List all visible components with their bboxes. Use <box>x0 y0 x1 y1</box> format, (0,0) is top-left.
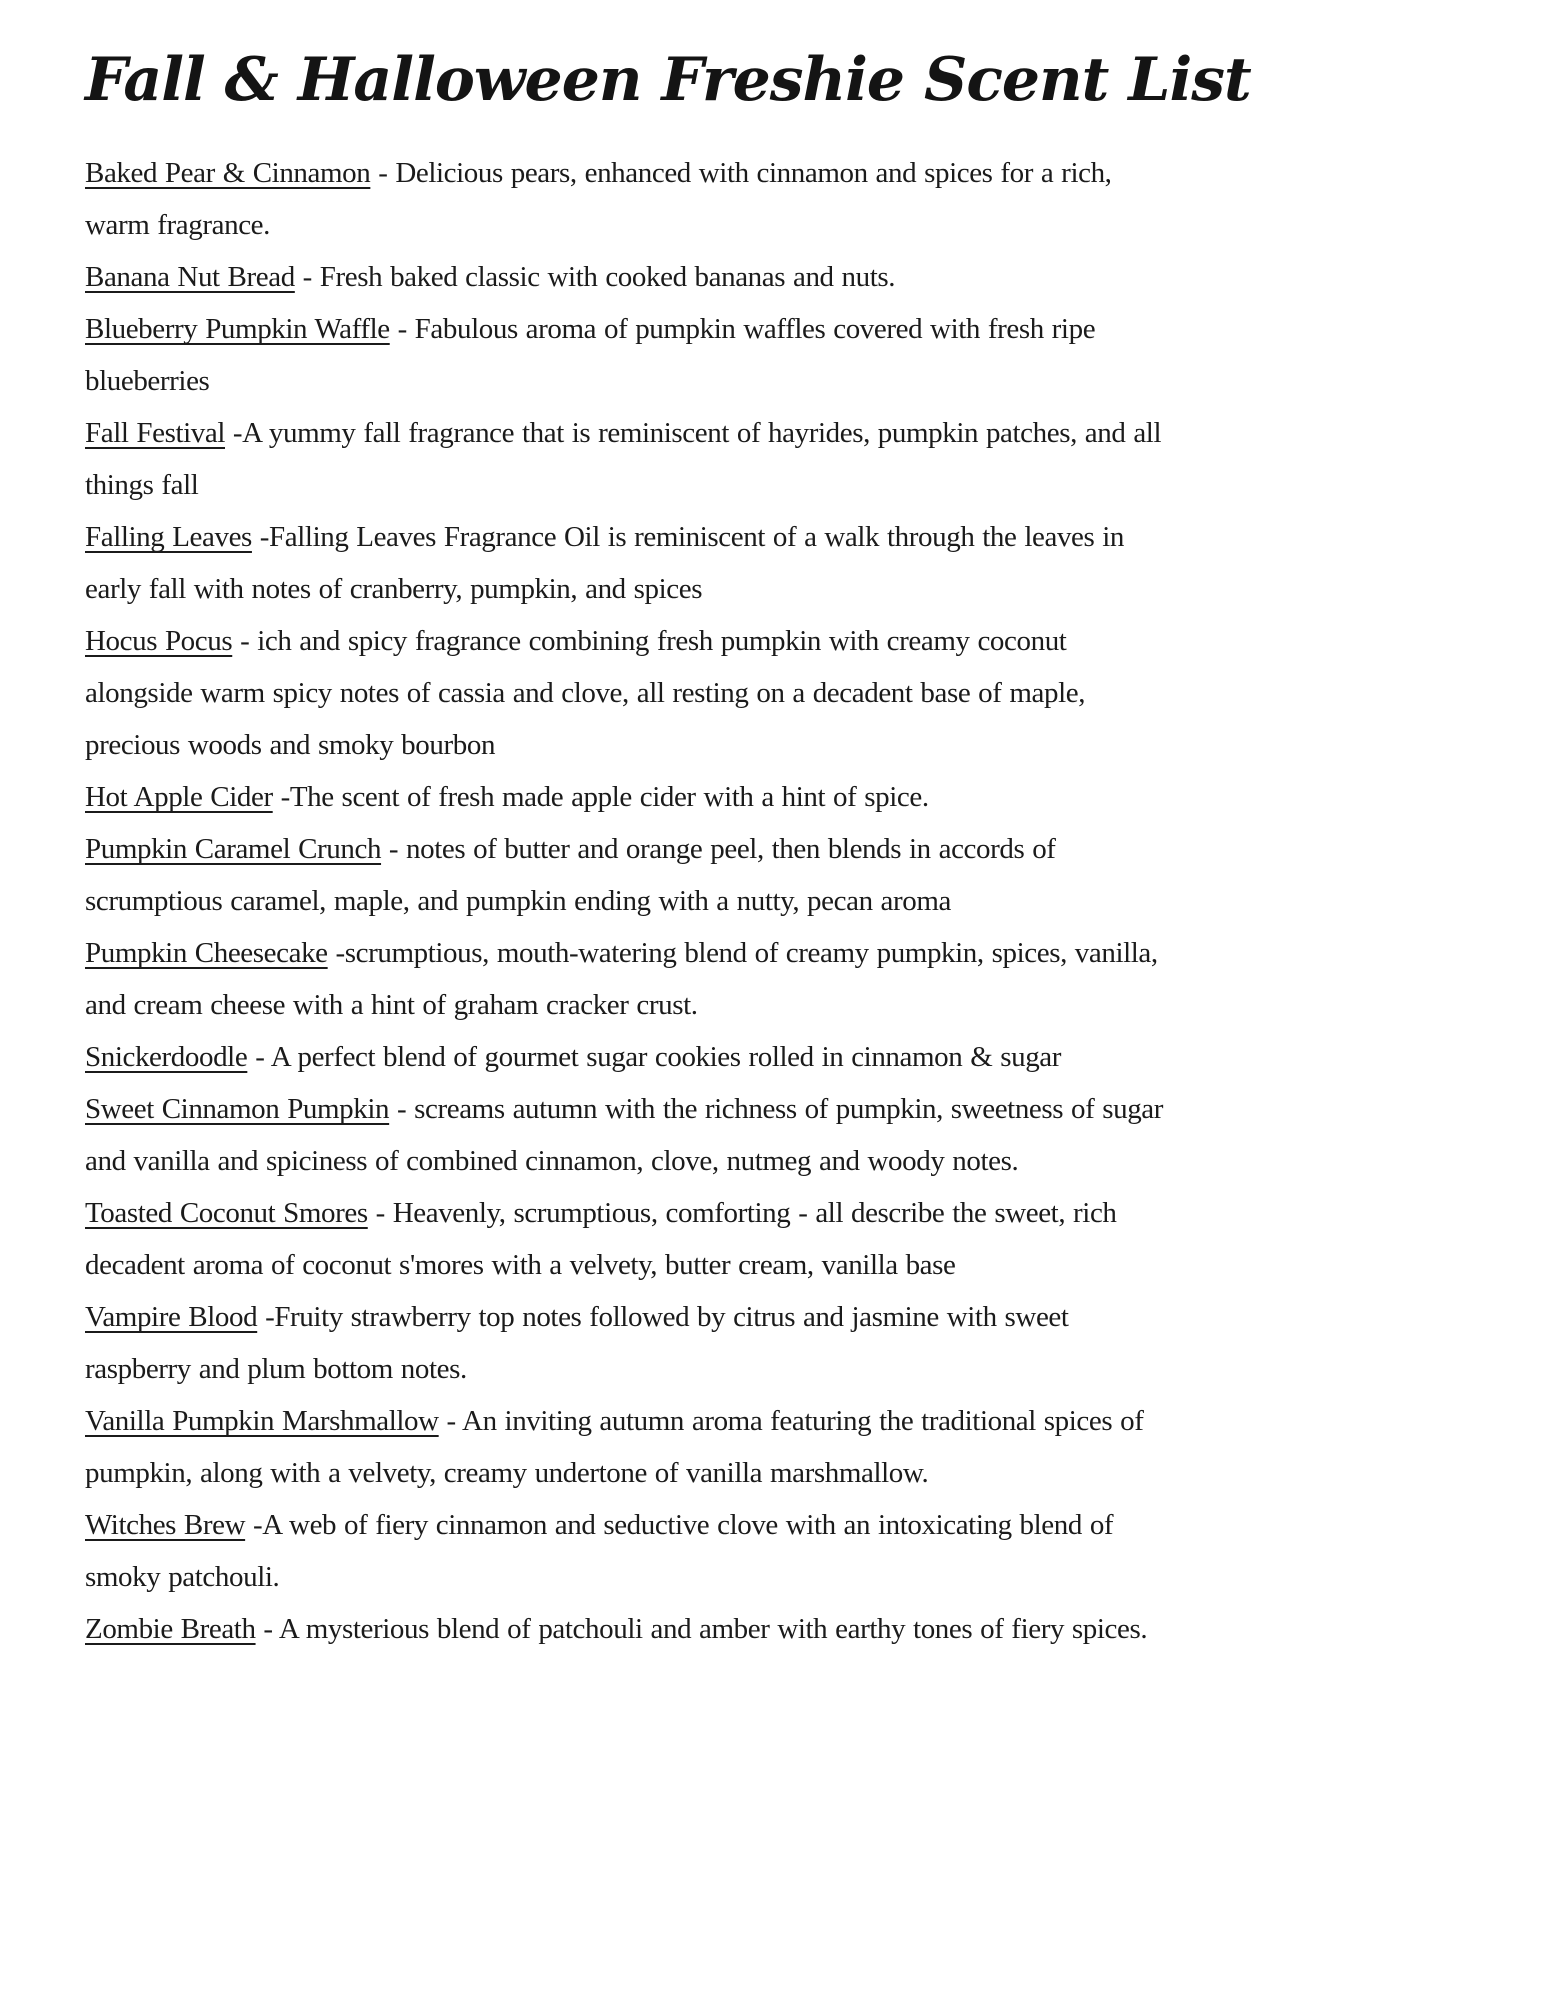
scent-description: - Heavenly, scrumptious, comforting - all describe the sweet, rich decadent aroma of coconut s'mores with a velvety, butter cream, vanilla base <box>85 1197 1117 1281</box>
scent-description: - An inviting autumn aroma featuring the traditional spices of pumpkin, along with a velvety, creamy undertone of vanilla marshmallow. <box>85 1405 1144 1489</box>
scent-name: Hot Apple Cider <box>85 781 273 813</box>
scent-entry <box>85 303 1180 407</box>
scent-entry <box>85 771 1180 823</box>
scent-description: -A web of fiery cinnamon and seductive clove with an intoxicating blend of smoky patchouli. <box>85 1509 1114 1593</box>
scent-entry <box>85 1187 1180 1291</box>
scent-name: Witches Brew <box>85 1509 246 1541</box>
scent-description: - Delicious pears, enhanced with cinnamon and spices for a rich, warm fragrance. <box>85 157 1112 241</box>
scent-name: Vampire Blood <box>85 1301 258 1333</box>
scent-description: - A perfect blend of gourmet sugar cookies rolled in cinnamon & sugar <box>255 1041 1062 1073</box>
scent-description: - notes of butter and orange peel, then blends in accords of scrumptious caramel, maple, and pumpkin ending with a nutty, pecan aroma <box>85 833 1056 917</box>
scent-entry <box>85 927 1180 1031</box>
scent-entry <box>85 511 1180 615</box>
scent-description: - Fresh baked classic with cooked bananas and nuts. <box>302 261 896 293</box>
scent-entry <box>85 615 1180 771</box>
scent-name: Falling Leaves <box>85 521 252 553</box>
scent-description: -The scent of fresh made apple cider with a hint of spice. <box>280 781 929 813</box>
scent-entry <box>85 1291 1180 1395</box>
scent-name: Pumpkin Caramel Crunch <box>85 833 382 865</box>
scent-entry <box>85 1395 1180 1499</box>
scent-name: Sweet Cinnamon Pumpkin <box>85 1093 390 1125</box>
scent-entry <box>85 251 1180 303</box>
scent-name: Zombie Breath <box>85 1613 256 1645</box>
scent-entry <box>85 1031 1180 1083</box>
scent-name: Pumpkin Cheesecake <box>85 937 328 969</box>
scent-entry <box>85 1603 1180 1655</box>
scent-name: Toasted Coconut Smores <box>85 1197 368 1229</box>
scent-description: -scrumptious, mouth-watering blend of creamy pumpkin, spices, vanilla, and cream cheese with a hint of graham cracker crust. <box>85 937 1158 1021</box>
scent-list <box>85 147 1180 1655</box>
scent-description: - ich and spicy fragrance combining fresh pumpkin with creamy coconut alongside warm spicy notes of cassia and clove, all resting on a decadent base of maple, precious woods and smoky bourbon <box>85 625 1086 761</box>
scent-description: -Falling Leaves Fragrance Oil is reminiscent of a walk through the leaves in early fall with notes of cranberry, pumpkin, and spices <box>85 521 1125 605</box>
scent-name: Snickerdoodle <box>85 1041 248 1073</box>
scent-description: -Fruity strawberry top notes followed by citrus and jasmine with sweet raspberry and plum bottom notes. <box>85 1301 1069 1385</box>
scent-entry <box>85 1499 1180 1603</box>
scent-description: -A yummy fall fragrance that is reminiscent of hayrides, pumpkin patches, and all things fall <box>85 417 1162 501</box>
scent-description: - A mysterious blend of patchouli and amber with earthy tones of fiery spices. <box>263 1613 1148 1645</box>
scent-name: Banana Nut Bread <box>85 261 295 293</box>
scent-name: Vanilla Pumpkin Marshmallow <box>85 1405 439 1437</box>
scent-name: Fall Festival <box>85 417 225 449</box>
scent-description: - screams autumn with the richness of pumpkin, sweetness of sugar and vanilla and spiciness of combined cinnamon, clove, nutmeg and woody notes. <box>85 1093 1164 1177</box>
scent-name: Hocus Pocus <box>85 625 233 657</box>
page-title: Fall & Halloween Freshie Scent List <box>85 45 1251 115</box>
scent-entry <box>85 823 1180 927</box>
scent-name: Blueberry Pumpkin Waffle <box>85 313 390 345</box>
scent-description: - Fabulous aroma of pumpkin waffles covered with fresh ripe blueberries <box>85 313 1096 397</box>
scent-entry <box>85 407 1180 511</box>
scent-entry <box>85 147 1180 251</box>
scent-entry <box>85 1083 1180 1187</box>
scent-name: Baked Pear & Cinnamon <box>85 157 371 189</box>
